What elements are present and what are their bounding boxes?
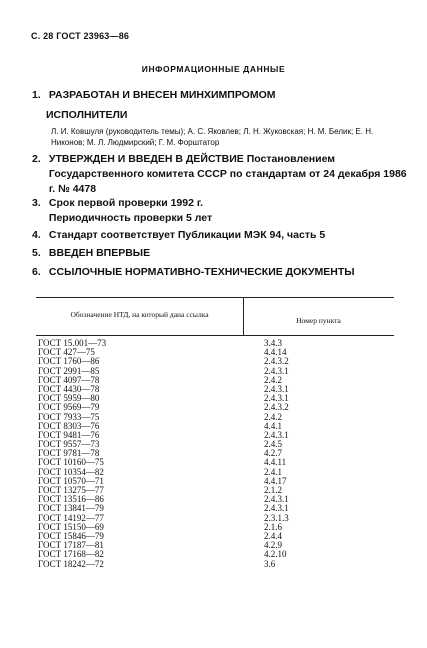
- cell-clause: 2.4.3.1: [264, 494, 289, 505]
- item-number: 1.: [32, 89, 41, 101]
- cell-clause: 2.4.3.1: [264, 365, 289, 376]
- item-number: 6.: [32, 266, 41, 278]
- item-2: [32, 152, 409, 197]
- cell-designation: ГОСТ 1760—86: [38, 356, 100, 367]
- cell-designation: ГОСТ 18242—72: [38, 558, 104, 569]
- item-text: Стандарт соответствует Публикации МЭК 94, часть 5: [48, 229, 326, 241]
- cell-clause: 3.6: [264, 558, 276, 569]
- cell-clause: 4.2.7: [264, 448, 282, 459]
- item-text: ССЫЛОЧНЫЕ НОРМАТИВНО-ТЕХНИЧЕСКИЕ ДОКУМЕНТЫ: [48, 266, 355, 278]
- column-header-designation: Обозначение НТД, на который дана ссылка: [70, 310, 209, 319]
- cell-clause: 2.1.2: [264, 485, 282, 495]
- cell-clause: 4.2.10: [264, 549, 287, 560]
- table-top-rule: [36, 297, 394, 298]
- cell-designation: ГОСТ 13841—79: [38, 503, 104, 514]
- cell-designation: ГОСТ 17187—81: [38, 540, 104, 551]
- cell-clause: 2.4.1: [264, 466, 282, 477]
- item-text: РАЗРАБОТАН И ВНЕСЕН МИНХИМПРОМОМ: [48, 89, 276, 101]
- cell-clause: 2.3.1.3: [264, 512, 289, 523]
- cell-clause: 2.1.6: [264, 521, 282, 532]
- item-text: Срок первой проверки 1992 г. Периодичность проверки 5 лет: [48, 197, 213, 224]
- cell-clause: 3.4.3: [264, 338, 282, 348]
- cell-designation: ГОСТ 15.001—73: [38, 338, 107, 348]
- cell-designation: ГОСТ 10160—75: [38, 457, 104, 468]
- cell-clause: 2.4.2: [264, 411, 282, 422]
- cell-clause: 4.2.9: [264, 540, 282, 551]
- page-title: ИНФОРМАЦИОННЫЕ ДАННЫЕ: [141, 64, 286, 74]
- cell-designation: ГОСТ 9781—78: [38, 448, 100, 459]
- item-number: 2.: [32, 153, 41, 165]
- cell-designation: ГОСТ 17168—82: [38, 549, 104, 560]
- item-1: [32, 88, 409, 103]
- authors-list: Л. И. Ковшуля (руководитель темы); А. С. Яковлев; Л. Н. Жуковская; Н. М. Белик; Е. Н. Никонов; М. Л. Людмирский; Г. М. Форштатор: [51, 127, 374, 147]
- cell-clause: 4.4.14: [264, 347, 287, 358]
- item-text: УТВЕРЖДЕН И ВВЕДЕН В ДЕЙСТВИЕ Постановлением Государственного комитета СССР по стандартам от 24 декабря 1986 г. № 4478: [48, 153, 407, 195]
- cell-designation: ГОСТ 9481—76: [38, 429, 100, 440]
- cell-designation: ГОСТ 5959—80: [38, 393, 100, 404]
- item-number: 5.: [32, 247, 41, 259]
- cell-designation: ГОСТ 10354—82: [38, 466, 104, 477]
- cell-designation: ГОСТ 14192—77: [38, 512, 104, 523]
- item-number: 3.: [32, 197, 41, 209]
- cell-designation: ГОСТ 15846—79: [38, 530, 104, 541]
- cell-designation: ГОСТ 2991—85: [38, 365, 100, 376]
- item-4: [32, 228, 409, 243]
- cell-designation: ГОСТ 427—75: [38, 347, 95, 358]
- cell-designation: ГОСТ 15150—69: [38, 521, 104, 532]
- item-number: 4.: [32, 229, 41, 241]
- item-executors: [46, 108, 406, 123]
- cell-clause: 2.4.3.1: [264, 503, 289, 514]
- item-text: ВВЕДЕН ВПЕРВЫЕ: [48, 247, 151, 259]
- item-5: [32, 246, 409, 261]
- cell-clause: 2.4.3.2: [264, 402, 289, 413]
- cell-designation: ГОСТ 8303—76: [38, 420, 100, 431]
- cell-designation: ГОСТ 4097—78: [38, 374, 100, 385]
- cell-clause: 2.4.3.1: [264, 429, 289, 440]
- cell-clause: 2.4.2: [264, 374, 282, 385]
- cell-clause: 4.4.11: [264, 457, 287, 468]
- cell-clause: 4.4.1: [264, 420, 282, 431]
- cell-clause: 2.4.4: [264, 530, 282, 541]
- cell-designation: ГОСТ 13516—86: [38, 494, 104, 505]
- table-header-rule: [36, 335, 394, 336]
- cell-clause: 4.4.17: [264, 475, 287, 486]
- cell-designation: ГОСТ 9557—73: [38, 439, 100, 450]
- cell-designation: ГОСТ 7933—75: [38, 411, 100, 422]
- cell-designation: ГОСТ 4430—78: [38, 383, 100, 394]
- page-header: С. 28 ГОСТ 23963—86: [31, 31, 130, 41]
- item-6: [32, 265, 409, 280]
- cell-designation: ГОСТ 13275—77: [38, 485, 104, 495]
- cell-clause: 2.4.3.1: [264, 383, 289, 394]
- cell-clause: 2.4.3.2: [264, 356, 289, 367]
- item-text: ИСПОЛНИТЕЛИ: [46, 109, 128, 121]
- cell-designation: ГОСТ 9569—79: [38, 402, 100, 413]
- item-3: [32, 196, 239, 226]
- cell-designation: ГОСТ 10570—71: [38, 475, 104, 486]
- cell-clause: 2.4.5: [264, 439, 282, 450]
- table-body: [36, 339, 394, 569]
- cell-clause: 2.4.3.1: [264, 393, 289, 404]
- table-row: [36, 560, 394, 569]
- column-header-clause: Номер пункта: [296, 316, 341, 325]
